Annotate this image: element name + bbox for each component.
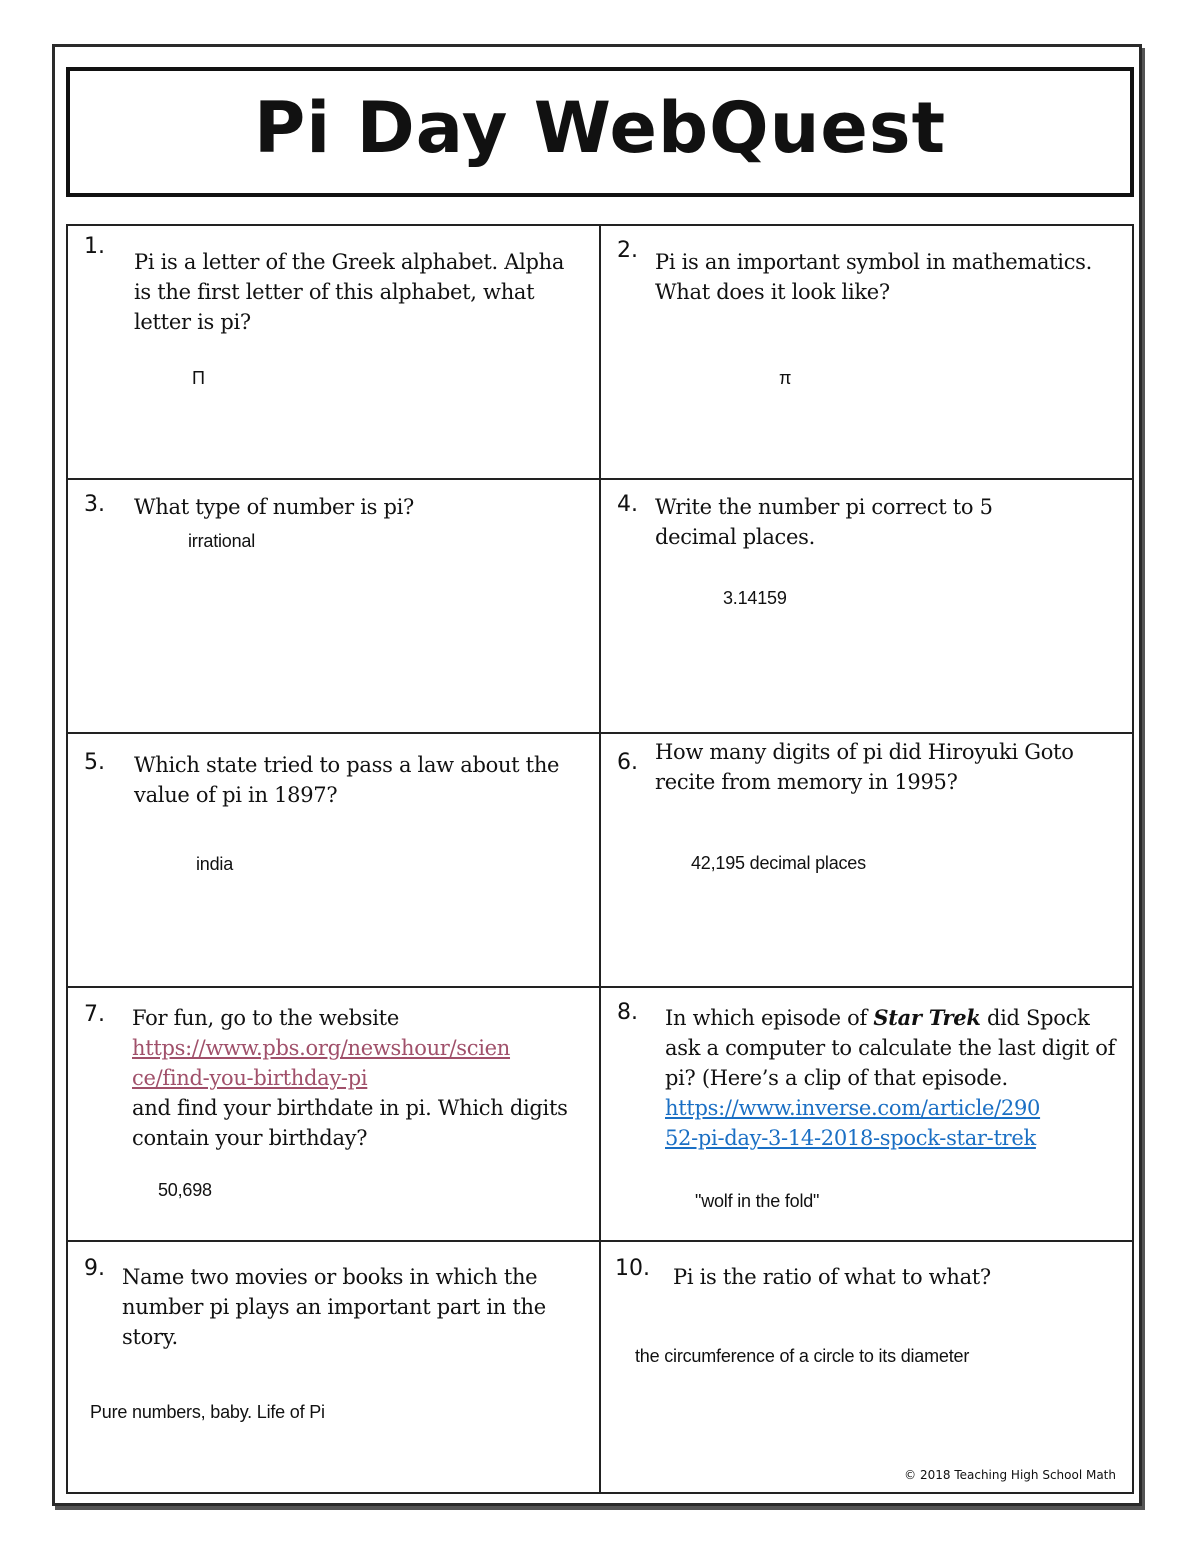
answer-text[interactable]: 3.14159 xyxy=(723,588,787,608)
question-text: Pi is an important symbol in mathematics. What does it look like? xyxy=(655,250,1093,304)
pbs-link-line-2: ce/find-you-birthday-pi xyxy=(132,1066,368,1090)
star-trek-title: Star Trek xyxy=(873,1005,981,1030)
question-number: 7. xyxy=(84,1002,105,1027)
question-text xyxy=(132,1003,592,1153)
answer-text[interactable]: india xyxy=(196,854,234,874)
question-text xyxy=(665,1003,1125,1153)
question-cell-1 xyxy=(68,226,601,480)
answer-text[interactable]: 42,195 decimal places xyxy=(691,853,866,873)
answer-text[interactable]: π xyxy=(779,368,792,388)
question-cell-5 xyxy=(68,734,601,988)
inverse-link-line-2: 52-pi-day-3-14-2018-spock-star-trek xyxy=(665,1126,1036,1150)
question-text-rest: and find your birthdate in pi. Which digits contain your birthday? xyxy=(132,1096,568,1150)
question-cell-3 xyxy=(68,480,601,734)
pbs-link[interactable] xyxy=(132,1033,592,1093)
question-number: 1. xyxy=(84,234,105,259)
question-text: Pi is a letter of the Greek alphabet. Alpha is the first letter of this alphabet, what letter is pi? xyxy=(134,250,565,334)
question-text: Name two movies or books in which the number pi plays an important part in the story. xyxy=(122,1265,546,1349)
inverse-link-line-1: https://www.inverse.com/article/290 xyxy=(665,1096,1041,1120)
question-cell-7 xyxy=(68,988,601,1242)
question-cell-2 xyxy=(601,226,1132,480)
question-number: 5. xyxy=(84,750,105,775)
question-number: 10. xyxy=(615,1256,650,1281)
question-text-rest: did Spock ask a computer to calculate the last digit of pi? (Here’s a clip of that episode. xyxy=(665,1006,1116,1090)
question-text: Pi is the ratio of what to what? xyxy=(673,1265,991,1289)
question-cell-10 xyxy=(601,1242,1132,1492)
question-number: 4. xyxy=(617,492,638,517)
question-cell-4 xyxy=(601,480,1132,734)
copyright-notice: © 2018 Teaching High School Math xyxy=(904,1468,1116,1482)
question-cell-8 xyxy=(601,988,1132,1242)
question-number: 8. xyxy=(617,1000,638,1025)
inverse-link[interactable] xyxy=(665,1093,1125,1153)
question-text: Which state tried to pass a law about the value of pi in 1897? xyxy=(134,753,560,807)
question-number: 9. xyxy=(84,1256,105,1281)
question-number: 3. xyxy=(84,492,105,517)
question-text-intro: For fun, go to the website xyxy=(132,1006,399,1030)
question-number: 6. xyxy=(617,750,638,775)
title-box xyxy=(66,67,1134,197)
question-cell-6 xyxy=(601,734,1132,988)
question-cell-9 xyxy=(68,1242,601,1492)
answer-text[interactable]: 50,698 xyxy=(158,1180,212,1200)
answer-text[interactable]: Pure numbers, baby. Life of Pi xyxy=(90,1402,325,1422)
question-text: Write the number pi correct to 5 decimal places. xyxy=(655,495,993,549)
question-text: How many digits of pi did Hiroyuki Goto recite from memory in 1995? xyxy=(655,740,1074,794)
answer-text[interactable]: the circumference of a circle to its diameter xyxy=(635,1346,970,1366)
question-number: 2. xyxy=(617,238,638,263)
page-title: Pi Day WebQuest xyxy=(253,87,947,169)
answer-text[interactable]: "wolf in the fold" xyxy=(695,1191,820,1211)
pbs-link-line-1: https://www.pbs.org/newshour/scien xyxy=(132,1036,511,1060)
question-grid xyxy=(66,224,1134,1494)
answer-text[interactable]: irrational xyxy=(188,531,256,551)
question-text-intro: In which episode of xyxy=(665,1006,867,1030)
answer-text[interactable]: Π xyxy=(192,368,205,388)
question-text: What type of number is pi? xyxy=(134,495,415,519)
